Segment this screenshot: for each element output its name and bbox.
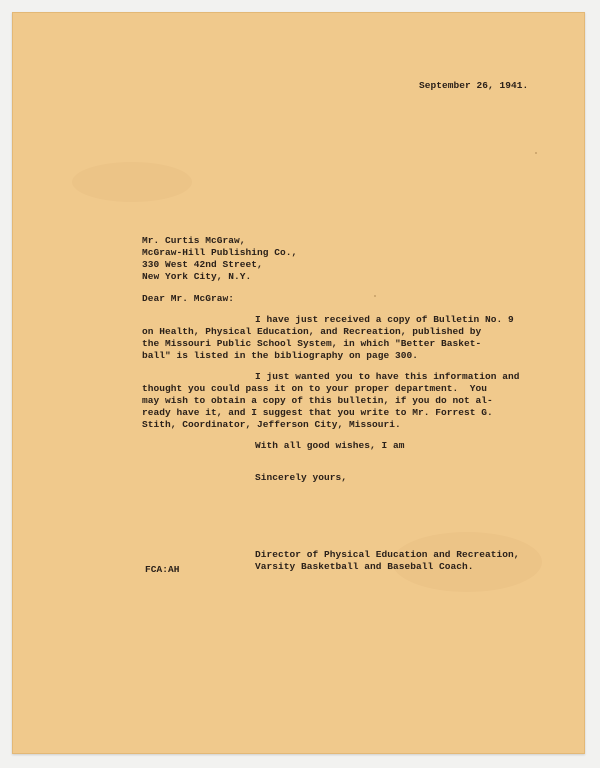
- ink-speck: [374, 295, 376, 297]
- address-line: Mr. Curtis McGraw,: [142, 235, 246, 246]
- closing: Sincerely yours,: [255, 472, 348, 483]
- signature-title-line: Director of Physical Education and Recreation,: [255, 549, 520, 560]
- body-line: I just wanted you to have this information and: [255, 371, 520, 382]
- signature-title-line: Varsity Basketball and Baseball Coach.: [255, 561, 474, 572]
- address-line: McGraw-Hill Publishing Co.,: [142, 247, 298, 258]
- address-line: New York City, N.Y.: [142, 271, 252, 282]
- body-line: may wish to obtain a copy of this bulletin, if you do not al-: [142, 395, 493, 406]
- body-line: ready have it, and I suggest that you write to Mr. Forrest G.: [142, 407, 493, 418]
- ink-speck: [535, 152, 537, 154]
- address-line: 330 West 42nd Street,: [142, 259, 263, 270]
- good-wishes-line: With all good wishes, I am: [255, 440, 405, 451]
- letter-date: September 26, 1941.: [419, 80, 529, 91]
- body-line: thought you could pass it on to your proper department. You: [142, 383, 488, 394]
- typist-initials: FCA:AH: [145, 564, 180, 575]
- body-line: on Health, Physical Education, and Recreation, published by: [142, 326, 482, 337]
- body-line: ball" is listed in the bibliography on page 300.: [142, 350, 419, 361]
- paper-stain: [72, 162, 192, 202]
- body-line: I have just received a copy of Bulletin No. 9: [255, 314, 514, 325]
- body-line: Stith, Coordinator, Jefferson City, Missouri.: [142, 419, 401, 430]
- salutation: Dear Mr. McGraw:: [142, 293, 235, 304]
- body-line: the Missouri Public School System, in which "Better Basket-: [142, 338, 482, 349]
